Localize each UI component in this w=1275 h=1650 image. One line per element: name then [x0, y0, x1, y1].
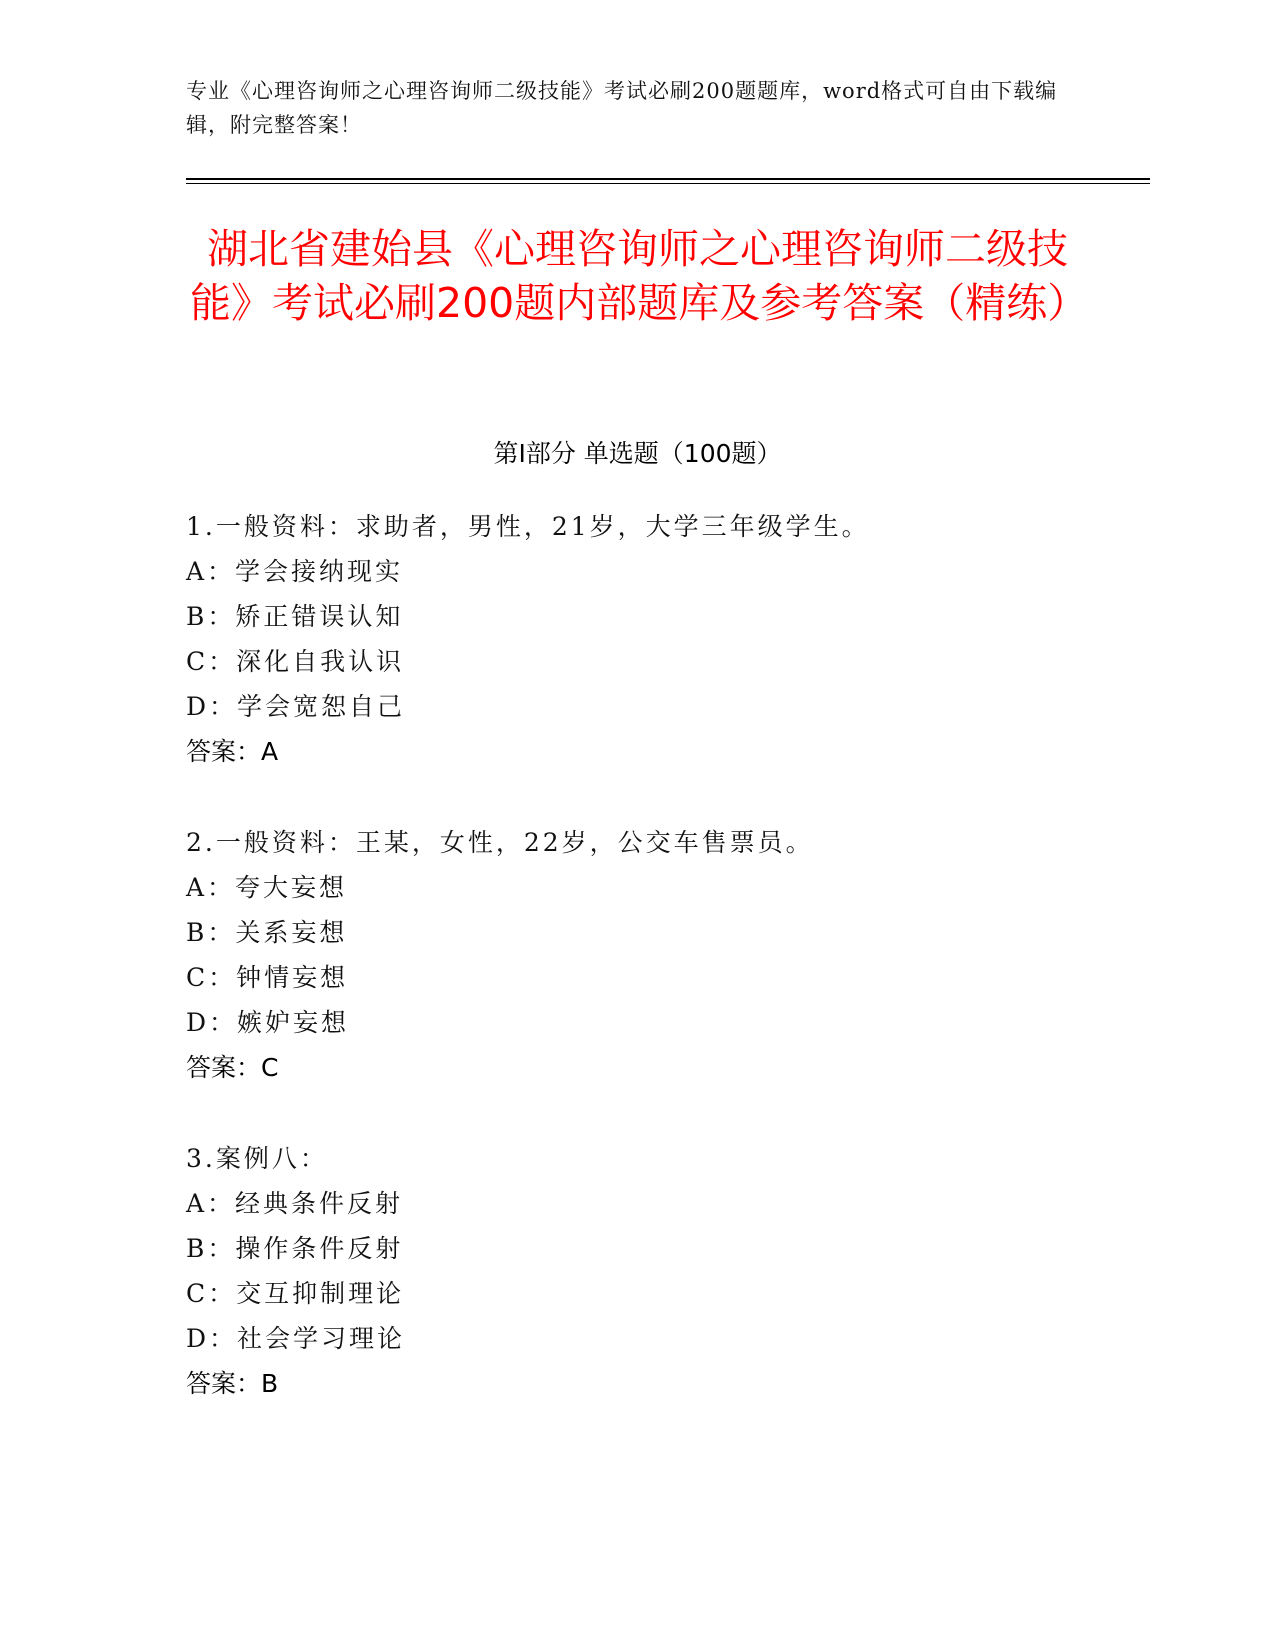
answer-line: 答案：A [186, 737, 279, 766]
option-a: A：经典条件反射 [186, 1189, 404, 1218]
question-1 [186, 504, 1086, 774]
question-stem: 1.一般资料：求助者，男性，21岁，大学三年级学生。 [186, 512, 870, 541]
option-b: B：关系妄想 [186, 918, 348, 947]
question-stem: 3.案例八： [186, 1144, 328, 1173]
header-note: 专业《心理咨询师之心理咨询师二级技能》考试必刷200题题库，word格式可自由下载编辑，附完整答案！ [186, 79, 1058, 137]
option-a: A：夸大妄想 [186, 873, 348, 902]
option-c: C：交互抑制理论 [186, 1279, 405, 1308]
option-d: D：嫉妒妄想 [186, 1008, 350, 1037]
section-title: 第Ⅰ部分 单选题（100题） [493, 439, 782, 468]
question-3 [186, 1136, 1086, 1406]
answer-line: 答案：C [186, 1053, 279, 1082]
option-b: B：矫正错误认知 [186, 602, 404, 631]
answer-line: 答案：B [186, 1369, 279, 1398]
option-c: C：深化自我认识 [186, 647, 405, 676]
option-d: D：学会宽恕自己 [186, 692, 406, 721]
header-divider-thin [186, 183, 1150, 184]
option-b: B：操作条件反射 [186, 1234, 404, 1263]
option-a: A：学会接纳现实 [186, 557, 404, 586]
question-stem: 2.一般资料：王某，女性，22岁，公交车售票员。 [186, 828, 814, 857]
header-divider-thick [186, 178, 1150, 180]
option-c: C：钟情妄想 [186, 963, 349, 992]
document-title: 湖北省建始县《心理咨询师之心理咨询师二级技能》考试必刷200题内部题库及参考答案（精练） [190, 225, 1089, 327]
question-2 [186, 820, 1086, 1090]
option-d: D：社会学习理论 [186, 1324, 406, 1353]
